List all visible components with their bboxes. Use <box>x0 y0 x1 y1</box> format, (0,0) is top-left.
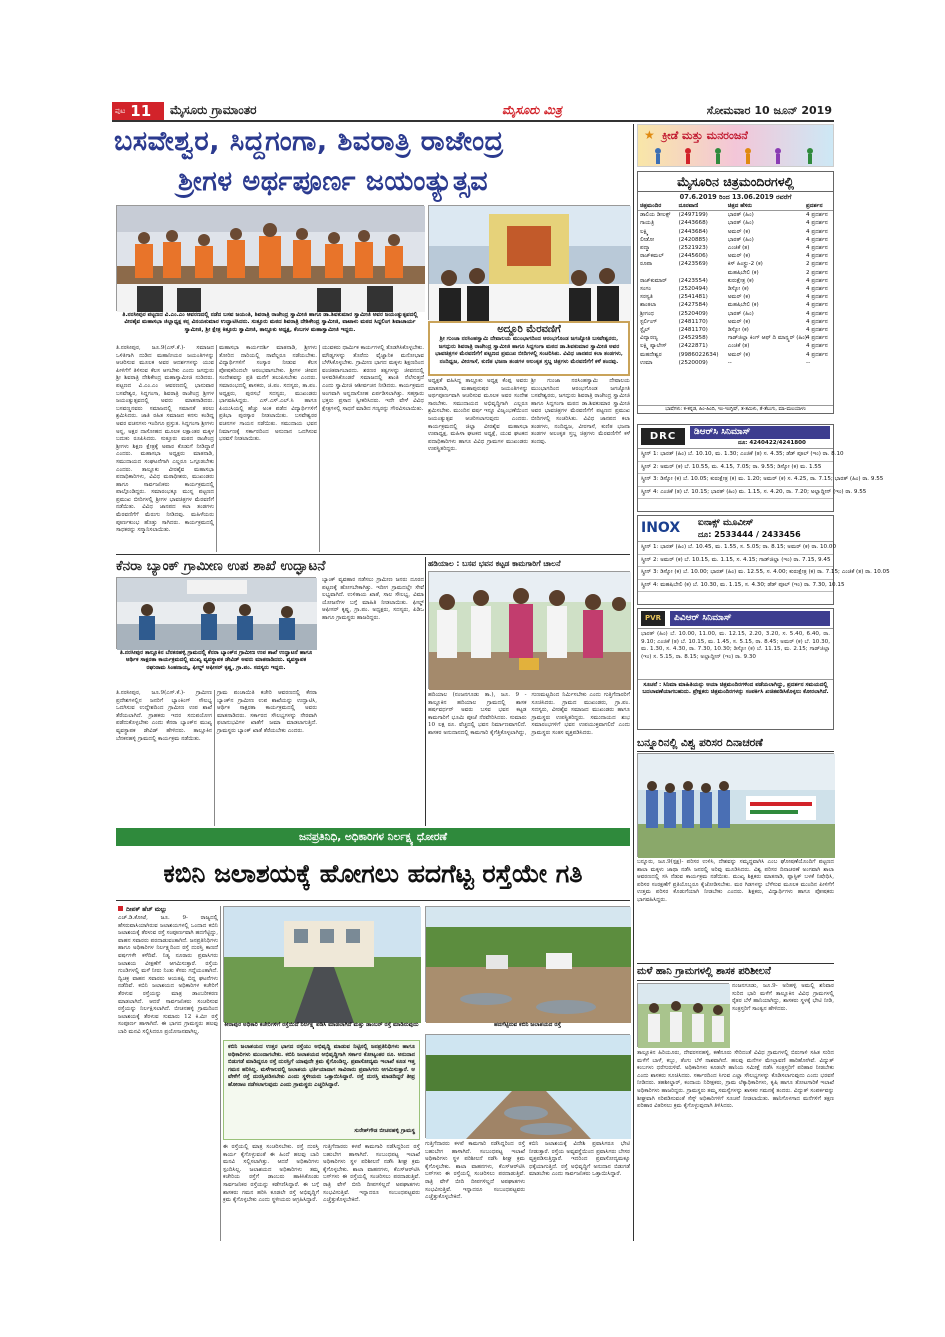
kabini-col-5: ಕಬಿನಿ ಜಲಾಶಯಕ್ಕೆ ವಿದೇಶಿ ಪ್ರವಾಸಿಗರೂ ಭೇಟಿ ನೀಡುತ್ತಾರೆ. ರಸ್ತೆಯ ಅವ್ಯವಸ್ಥೆಯಿಂದ ಪ್ರವಾಸಿಗರು ಬೇಸರ ವ್ಯಕ್ತಪಡಿಸುತ್ತಿದ್ದಾರೆ. ಇದರಿಂದ ಪ್ರವಾಸೋದ್ಯಮಕ್ಕೂ ಧಕ್ಕೆಯಾಗುತ್ತಿದೆ. ರಸ್ತೆ ಅಭಿವೃದ್ಧಿಗೆ ಅನುದಾನ ಬಿಡುಗಡೆ ಮಾಡಬೇಕು ಎಂದು ಸಾರ್ವಜನಿಕರು ಒತ್ತಾಯಿಸಿದ್ದಾರೆ. <box>529 1141 630 1178</box>
hall-text: ಹದಿಯಾಲ (ನಂಜನಗೂಡು ತಾ.), ಜೂ. 9 - ತಾಲ್ಲೂಕಿನ ಹದಿಯಾಲ ಗ್ರಾಮದಲ್ಲಿ ಶಾಸಕ ಹರ್ಷವರ್ಧನ್ ಅವರು ಬಸವ ಭವನ ಕಟ್ಟಡ ಕಾಮಗಾರಿಗೆ ಭೂಮಿ ಪೂಜೆ ನೆರವೇರಿಸಿದರು. ಸುಮಾರು 10 ಲಕ್ಷ ರೂ. ವೆಚ್ಚದಲ್ಲಿ ಭವನ ನಿರ್ಮಾಣವಾಗಲಿದೆ. ಶಾಸಕರ ಅನುದಾನದಲ್ಲಿ ಕಾಮಗಾರಿ ಕೈಗೆತ್ತಿಕೊಳ್ಳಲಾಗಿದ್ದು, ಗುಣಮಟ್ಟದಿಂದ ನಿರ್ಮಿಸಬೇಕು ಎಂದು ಗುತ್ತಿಗೆದಾರರಿಗೆ ಸೂಚಿಸಿದರು. ಗ್ರಾಮದ ಮುಖಂಡರು, ಗ್ರಾ.ಪಂ. ಸದಸ್ಯರು, ವೀರಶೈವ ಸಮಾಜದ ಮುಖಂಡರು ಹಾಗೂ ಗ್ರಾಮಸ್ಥರು ಉಪಸ್ಥಿತರಿದ್ದರು. ಸಮುದಾಯದ ಶುಭ ಸಮಾರಂಭಗಳಿಗೆ ಭವನ ಉಪಯುಕ್ತವಾಗಲಿದೆ ಎಂದು ಗ್ರಾಮಸ್ಥರು ಸಂತಸ ವ್ಯಕ್ತಪಡಿಸಿದರು. <box>428 692 630 736</box>
cinema-listing-title: ಮೈಸೂರಿನ ಚಿತ್ರಮಂದಿರಗಳಲ್ಲಿ <box>638 172 833 192</box>
cinema-row <box>638 211 833 220</box>
inox-screen-row: ಸ್ಕ್ರೀನ್ 1: ಭಾರತ್ (ಹಿಂ) ಬೆ. 10.45, ಮ. 1.55, ಸ. 5.05; ರಾ. 8.15; ಅಮರ್ (ಕ) ರಾ. 10.00 <box>638 542 833 555</box>
environment-text: ಬನ್ನೂರು, ಜೂ.9(ಸ್ಪಕ್ಷ)- ಪರಿಸರ ಉಳಿಸಿ, ದೇಶವನ್ನು ಸಮೃದ್ಧವಾಗಿಸಿ ಎಂಬ ಘೋಷಣೆಯೊಂದಿಗೆ ಪಟ್ಟಣದ ಶಾಲಾ ಮಕ್ಕಳು ಜಾಥಾ ನಡೆಸಿ ಜನರಲ್ಲಿ ಅರಿವು ಮೂಡಿಸಿದರು. ವಿಶ್ವ ಪರಿಸರ ದಿನಾಚರಣೆ ಅಂಗವಾಗಿ ಶಾಲಾ ಆವರಣದಲ್ಲಿ ಸಸಿ ನೆಡುವ ಕಾರ್ಯಕ್ರಮ ನಡೆಯಿತು. ಮುಖ್ಯ ಶಿಕ್ಷಕರು ಮಾತನಾಡಿ, ಪ್ಲಾಸ್ಟಿಕ್ ಬಳಕೆ ನಿಷೇಧಿಸಿ, ಪರಿಸರ ಸಂರಕ್ಷಣೆಗೆ ಪ್ರತಿಯೊಬ್ಬರೂ ಕೈಜೋಡಿಸಬೇಕು. ಮರ ಗಿಡಗಳನ್ನು ಬೆಳೆಸುವ ಮೂಲಕ ಮುಂದಿನ ಪೀಳಿಗೆಗೆ ಉತ್ತಮ ಪರಿಸರ ಕೊಡುಗೆಯಾಗಿ ನೀಡಬೇಕು ಎಂದರು. ಶಿಕ್ಷಕರು, ವಿದ್ಯಾರ್ಥಿಗಳು ಹಾಗೂ ಪೋಷಕರು ಭಾಗವಹಿಸಿದ್ದರು. <box>637 859 834 903</box>
cinema-name: ಲೀಡೋ <box>640 236 655 243</box>
pvr-schedule: ಭಾರತ್ (ಹಿಂ) ಬೆ. 10.00, 11.00, ಮ. 12.15, 2.20, 3.20, ಸ. 5.40, 6.40, ರಾ. 9.10; ಎಂಜಿಕೆ (ತ) ಬೆ. 10.15, ಮ. 1.45, ಸ. 5.15, ರಾ. 8.45; ಅಮರ್ (ಕ) ಬೆ. 10.30, ಮ. 1.30, ಸ. 4.30, ರಾ. 7.30, 10.30; ಡಿಸ್ಕೋ (ಕ) ಬೆ. 11.15, ಮ. 2.15; ಗಾಡ್‌ಜಿಲ್ಲಾ (ಇಂ) ಸ. 5.15, ರಾ. 8.15; ಅಲ್ಲಾದ್ದೀನ್ (ಇಂ) ರಾ. 9.30 <box>641 631 830 660</box>
cinema-film: ಕುರುಕ್ಷೇತ್ರ (ಕ) <box>727 277 754 284</box>
cinema-shows: 4 ಪ್ರದರ್ಶನ <box>806 212 828 219</box>
header-shows: ಪ್ರದರ್ಶನ <box>806 203 823 209</box>
cinema-phone: (2481170) <box>678 318 708 325</box>
cinema-row <box>638 310 833 318</box>
school-children-rally-photo <box>638 754 835 858</box>
kabini-headline: ಕಬಿನಿ ಜಲಾಶಯಕ್ಕೆ ಹೋಗಲು ಹದಗೆಟ್ಟ ರಸ್ತೆಯೇ ಗತಿ <box>163 859 583 888</box>
kabini-photo-caption-1: ಕೀರಾಪುರ ಅಧಿಕಾರಿ ಕಚೇರಿಗಳಿಗೆ ರಸ್ತೆಯಿದೆ ನಿರ್ಲಕ್ಷ್ಯ ಪಡಿಸಿ ಮಾಡಲಾಗಿದೆ ಮತ್ತು ಡಾಂಬರ್ ರಸ್ತೆ ಮಾಡಿರುವುದು <box>224 1022 419 1028</box>
cinema-phone: (2520009) <box>678 359 708 366</box>
mla-inspection-photo <box>638 984 730 1048</box>
cinema-film: ಭಾರತ್ (ಹಿಂ) <box>727 212 754 219</box>
bank-headline: ಕೆನರಾ ಬ್ಯಾಂಕ್ ಗ್ರಾಮೀಣ ಉಪ ಶಾಖೆ ಉದ್ಘಾಟನೆ <box>116 558 326 574</box>
inox-screen-row: ಸ್ಕ್ರೀನ್ 4: ಮಹಷಿಬೇಲಿ (ಕ) ಬೆ. 10.30, ಮ. 1.15, ಸ. 4.30; ಡೆಡ್ ಪೂಲ್ (ಇಂ) ರಾ. 7.30, 10.15 <box>638 580 833 593</box>
cinema-name: ಸಂಗಂ <box>640 286 651 293</box>
cinema-shows: 4 ಪ್ರದರ್ಶನ <box>806 327 828 334</box>
cinema-row <box>638 252 833 260</box>
drc-screen-row: ಸ್ಕ್ರೀನ್ 3: ಡಿಸ್ಕೋ (ಕ) ಬೆ. 10.05; ಕುರುಕ್ಷೇತ್ರ (ಕ) ಮ. 1.20; ಅಮರ್ (ಕ) ಸ. 4.25, ರಾ. 7.15; ಭಾರತ್ (ಹಿಂ) ರಾ. 9.55 <box>638 474 833 487</box>
drc-title: ಡಿಆರ್‌ಸಿ ಸಿನಿಮಾಸ್ <box>690 426 830 439</box>
drc-screen-row: ಸ್ಕ್ರೀನ್ 1: ಭಾರತ್ (ಹಿಂ) ಬೆ. 10.10, ಮ. 1.30; ಎಂಜಿಕೆ (ತ) ಸ. 4.35; ಡೆಡ್ ಪೂಲ್ (ಇಂ) ರಾ. 8.10 <box>638 449 833 462</box>
rain-text-bottom: ತಾಲ್ಲೂಕಿನ ಹಿರಿಯೂರು, ದೇವರಸನಹಳ್ಳಿ, ಕಣೆನೂರು ಸೇರಿದಂತೆ ವಿವಿಧ ಗ್ರಾಮಗಳಲ್ಲಿ ಬಿರುಗಾಳಿ ಸಹಿತ ಸುರಿದ ಮಳೆಗೆ ಬಾಳೆ, ಕಬ್ಬು, ತೆಂಗು ಬೆಳೆ ನಾಶವಾಗಿದೆ. ಹಲವು ಮನೆಗಳ ಮೇಲ್ಛಾವಣಿ ಹಾರಿಹೋಗಿವೆ. ವಿದ್ಯುತ್ ಕಂಬಗಳು ಧರೆಗುರುಳಿವೆ. ಅಧಿಕಾರಿಗಳು ಕೂಡಲೇ ಹಾನಿಯ ಸಮೀಕ್ಷೆ ನಡೆಸಿ ಸಂತ್ರಸ್ತರಿಗೆ ಪರಿಹಾರ ನೀಡಬೇಕು ಎಂದು ಶಾಸಕರು ಸೂಚಿಸಿದರು. ಸರ್ಕಾರದಿಂದ ಸಿಗುವ ಎಲ್ಲಾ ಸೌಲಭ್ಯಗಳನ್ನು ಕೊಡಿಸಲಾಗುವುದು ಎಂದು ಭರವಸೆ ನೀಡಿದರು. ತಹಶೀಲ್ದಾರ್, ಕಂದಾಯ ನಿರೀಕ್ಷಕರು, ಗ್ರಾಮ ಲೆಕ್ಕಾಧಿಕಾರಿಗಳು, ಕೃಷಿ ಹಾಗೂ ತೋಟಗಾರಿಕೆ ಇಲಾಖೆ ಅಧಿಕಾರಿಗಳು ಹಾಜರಿದ್ದರು. ಗ್ರಾಮಸ್ಥರು ತಮ್ಮ ಸಮಸ್ಯೆಗಳನ್ನು ಶಾಸಕರ ಗಮನಕ್ಕೆ ತಂದರು. ವಿದ್ಯುತ್ ಸಂಪರ್ಕವನ್ನು ಶೀಘ್ರವಾಗಿ ಸರಿಪಡಿಸುವಂತೆ ಸೆಸ್ಕ್ ಅಧಿಕಾರಿಗಳಿಗೆ ಸೂಚನೆ ನೀಡಲಾಯಿತು. ಹಾನಿಗೊಳಗಾದ ಮನೆಗಳಿಗೆ ತಕ್ಷಣ ಪರಿಹಾರ ವಿತರಿಸಲು ಕ್ರಮ ಕೈಗೊಳ್ಳುವುದಾಗಿ ತಿಳಿಸಿದರು. <box>637 1050 834 1110</box>
cinema-phone: (2427584) <box>678 302 708 309</box>
environment-headline: ಬನ್ನೂರಿನಲ್ಲಿ ವಿಶ್ವ ಪರಿಸರ ದಿನಾಚರಣೆ <box>637 735 834 752</box>
cinema-name: ರೂಪಾ <box>640 261 653 268</box>
drc-phone: ದೂ: 4240422/4241800 <box>738 440 806 446</box>
cinema-phone: (2521923) <box>678 245 708 252</box>
cinema-shows: 4 ಪ್ರದರ್ಶನ <box>806 277 828 284</box>
cinema-shows: 4 ಪ್ರದರ್ಶನ <box>806 294 828 301</box>
lead-photo-procession <box>428 205 630 320</box>
cinema-film: ಭಾರತ್ (ಹಿಂ) <box>727 220 754 227</box>
environment-photo <box>637 753 834 857</box>
cinema-shows: 4 ಪ್ರದರ್ಶನ <box>806 335 828 342</box>
cinema-name: ಸರಸ್ವತಿ <box>640 294 653 301</box>
cinema-name: ಲಕ್ಷ್ಮಿ ಪ್ಯಾಲೇಸ್ <box>640 343 667 350</box>
cinema-phone: (2520409) <box>678 310 708 317</box>
pothole-road-photo <box>426 1035 631 1139</box>
byline-name: ದೀಪಕ್ ಹೆಚ್ ಮಲ್ಲು <box>126 906 167 913</box>
cinema-row <box>638 228 833 236</box>
drc-block <box>637 424 884 512</box>
cinema-row <box>638 293 833 301</box>
inox-header <box>638 516 833 542</box>
cinema-film: ಅಮರ್ (ಕ) <box>727 228 751 235</box>
main-column-rule <box>633 124 634 1241</box>
rain-text-top: ನಂಜನಗೂಡು, ಜೂ.9- ಅರಿಹಳ್ಳಿ ಅಮಲ್ಲಿ ಶನಿವಾರ ಸುರಿದ ಭಾರಿ ಮಳೆಗೆ ತಾಲ್ಲೂಕಿನ ವಿವಿಧ ಗ್ರಾಮಗಳಲ್ಲಿ ರೈತರ ಬೆಳೆ ಹಾನಿಯಾಗಿದ್ದು, ಶಾಸಕರು ಸ್ಥಳಕ್ಕೆ ಭೇಟಿ ನೀಡಿ, ಸಂತ್ರಸ್ತರಿಗೆ ಸಾಂತ್ವನ ಹೇಳಿದರು. <box>732 983 834 1012</box>
lead-headline-1: ಬಸವೇಶ್ವರ, ಸಿದ್ದಗಂಗಾ, ಶಿವರಾತ್ರಿ ರಾಜೇಂದ್ರ <box>114 126 504 157</box>
entertainment-title: ಕ್ರೀಡೆ ಮತ್ತು ಮನರಂಜನೆ <box>662 129 748 142</box>
cinema-row <box>638 318 833 326</box>
rain-photo <box>637 983 729 1047</box>
cinema-film: ಅಮರ್ (ಕ) <box>727 351 751 358</box>
bank-col-1: ತಿ.ನರಸೀಪುರ, ಜೂ.9(ಎಸ್.ಕೆ.)- ಗ್ರಾಮೀಣ ಪ್ರದೇಶಗಳಲ್ಲಿನ ಜನರಿಗೆ ಬ್ಯಾಂಕಿಂಗ್ ಸೌಲಭ್ಯ ಒದಗಿಸುವ ಉದ್ದೇಶದಿಂದ ಗ್ರಾಮೀಣ ಉಪ ಶಾಖೆ ತೆರೆಯಲಾಗಿದೆ. ಗ್ರಾಹಕರು ಇದರ ಸದುಪಯೋಗ ಪಡೆದುಕೊಳ್ಳಬೇಕು ಎಂದು ಕೆನರಾ ಬ್ಯಾಂಕ್‌ನ ಮುಖ್ಯ ವ್ಯವಸ್ಥಾಪಕ ಡೇವಿಡ್ ಹೇಳಿದರು. ತಾಲ್ಲೂಕಿನ ಬೆನಕನಹಳ್ಳಿ ಗ್ರಾಮದಲ್ಲಿ ಕಾರ್ಯಕ್ರಮ ನಡೆಯಿತು. <box>116 690 212 742</box>
cinema-shows: 2 ಪ್ರದರ್ಶನ <box>806 261 828 268</box>
cinema-name: ಪದ್ಮಾ <box>640 245 650 252</box>
cinema-film: ಗಾಡ್‌ಜಿಲ್ಲಾ ಕಿಂಗ್ ಆಫ್ ದಿ ಮಾನ್ಸ್ಟರ್ (ಹಿಂ) <box>727 335 807 342</box>
hall-photo <box>428 571 630 689</box>
cinema-row <box>638 277 833 285</box>
cinema-name: ರಾಜ್‌ಕಮಲ್ <box>640 253 664 260</box>
section-rule <box>116 554 630 555</box>
cinema-phone: (2445606) <box>678 253 708 260</box>
cinema-row <box>638 244 833 252</box>
cinema-phone: (2423554) <box>678 277 708 284</box>
cinema-phone: (2420885) <box>678 236 708 243</box>
lead-col-4a: ಅಧ್ಯಕ್ಷತೆ ವಹಿಸಿದ್ದ ತಾಲ್ಲೂಕು ಅಧ್ಯಕ್ಷ ಕೆಂಪ್ಪ ಅವರು ಮಾತನಾಡಿ, ಮಹಾಪುರುಷರ ಜಯಂತಿಗಳನ್ನು ಅರ್ಥಪೂರ್ಣವಾಗಿ ಆಚರಿಸುವ ಮೂಲಕ ಅವರ ಸಂದೇಶ ಸಾರಬೇಕು. ಸಮುದಾಯದ ಅಭಿವೃದ್ಧಿಗಾಗಿ ಎಲ್ಲರೂ ಶ್ರಮಿಸಬೇಕು. ಮುಂದಿನ ವರ್ಷ ಇನ್ನೂ ವಿಜೃಂಭಣೆಯಿಂದ ಜಯಂತ್ಯುತ್ಸವ ಆಚರಿಸಲಾಗುವುದು ಎಂದರು. ಕಾರ್ಯಕ್ರಮದಲ್ಲಿ ಜಿಲ್ಲಾ ವೀರಶೈವ ಮಹಾಸಭಾ ಉಪಾಧ್ಯಕ್ಷ, ಮಹಿಳಾ ಘಟಕದ ಅಧ್ಯಕ್ಷೆ, ಯುವ ಘಟಕದ ಪದಾಧಿಕಾರಿಗಳು ಹಾಗೂ ವಿವಿಧ ಗ್ರಾಮಗಳ ಮುಖಂಡರು ಉಪಸ್ಥಿತರಿದ್ದರು. <box>428 378 528 453</box>
cinema-film: ಭಾರತ್ (ಹಿಂ) <box>727 310 754 317</box>
lead-col-3: ಯುವಕರು ಧಾರ್ಮಿಕ ಕಾರ್ಯಗಳಲ್ಲಿ ತೊಡಗಿಸಿಕೊಳ್ಳಬೇಕು. ಮೌಢ್ಯಗಳನ್ನು ತೊರೆದು ವೈಜ್ಞಾನಿಕ ಮನೋಭಾವ ಬೆಳೆಸಿಕೊಳ್ಳಬೇಕು. ಗ್ರಾಮೀಣ ಭಾಗದ ಮಕ್ಕಳು ಶಿಕ್ಷಣದಿಂದ ವಂಚಿತರಾಗಬಾರದು. ಶರಣರ ತತ್ವಗಳನ್ನು ಜೀವನದಲ್ಲಿ ಅಳವಡಿಸಿಕೊಂಡರೆ ಸಮಾಜದಲ್ಲಿ ಶಾಂತಿ ನೆಲೆಸುತ್ತದೆ ಎಂದು ಸ್ವಾಮೀಜಿ ಆಶೀರ್ವಚನ ನೀಡಿದರು. ಕಾರ್ಯಕ್ರಮದ ಅಂಗವಾಗಿ ಅನ್ನದಾಸೋಹ ಏರ್ಪಡಿಸಲಾಗಿತ್ತು. ಸಹಸ್ರಾರು ಭಕ್ತರು ಪ್ರಸಾದ ಸ್ವೀಕರಿಸಿದರು. ಇದೇ ವೇಳೆ ವಿವಿಧ ಕ್ಷೇತ್ರಗಳಲ್ಲಿ ಸಾಧನೆ ಮಾಡಿದ ಗಣ್ಯರನ್ನು ಗೌರವಿಸಲಾಯಿತು. <box>322 345 424 412</box>
kabini-quote-author: ಸುರೇಶ್‌ಗೌಡ ಬೀಚನಹಳ್ಳಿ ಗ್ರಾಮಸ್ಥ <box>354 1128 415 1134</box>
cinema-table-header <box>638 202 833 211</box>
header-cinema: ಚಿತ್ರಮಂದಿರ <box>640 203 662 209</box>
page-number-box <box>112 102 164 120</box>
cinema-film: ಡಿಸ್ಕೋ (ಕ) <box>727 327 749 334</box>
kabini-banner-text: ಜನಪ್ರತಿನಿಧಿ, ಅಧಿಕಾರಿಗಳ ನಿರ್ಲಕ್ಷ್ಯ ಧೋರಣೆ <box>298 831 448 843</box>
procession-photo <box>429 206 631 321</box>
kabini-col-1: ಎಚ್.ಡಿ.ಕೋಟೆ, ಜೂ. 9- ರಾಜ್ಯದಲ್ಲಿ ಹೆಸರುವಾಸಿಯಾಗಿರುವ ಜಲಾಶಯಗಳಲ್ಲಿ ಒಂದಾದ ಕಬಿನಿ ಜಲಾಶಯಕ್ಕೆ ತೆರಳುವ ರಸ್ತೆ ಸಂಪೂರ್ಣವಾಗಿ ಹದಗೆಟ್ಟಿದ್ದು, ವಾಹನ ಸವಾರರು ಪರದಾಡುವಂತಾಗಿದೆ. ಜನಪ್ರತಿನಿಧಿಗಳು ಹಾಗೂ ಅಧಿಕಾರಿಗಳ ನಿರ್ಲಕ್ಷ್ಯದಿಂದ ರಸ್ತೆ ದುರಸ್ತಿ ಕಾಣದೆ ವರ್ಷಗಳೇ ಕಳೆದಿವೆ. ನಿತ್ಯ ನೂರಾರು ಪ್ರವಾಸಿಗರು ಜಲಾಶಯ ವೀಕ್ಷಣೆಗೆ ಆಗಮಿಸುತ್ತಾರೆ. ರಸ್ತೆಯ ಗುಂಡಿಗಳಲ್ಲಿ ಮಳೆ ನೀರು ನಿಂತು ಕೆಸರು ಗದ್ದೆಯಂತಾಗಿದೆ. ದ್ವಿಚಕ್ರ ವಾಹನ ಸವಾರರು ಆಯತಪ್ಪಿ ಬಿದ್ದ ಘಟನೆಗಳು ನಡೆದಿವೆ. ಕಬಿನಿ ಜಲಾಶಯದ ಅಧಿಕಾರಿಗಳ ಕಚೇರಿಗೆ ತೆರಳುವ ರಸ್ತೆಯನ್ನು ಮಾತ್ರ ಡಾಂಬರೀಕರಣ ಮಾಡಲಾಗಿದೆ. ಆದರೆ ಸಾರ್ವಜನಿಕರು ಸಂಚರಿಸುವ ರಸ್ತೆಯನ್ನು ನಿರ್ಲಕ್ಷಿಸಲಾಗಿದೆ. ಬೀಚನಹಳ್ಳಿ ಗ್ರಾಮದಿಂದ ಜಲಾಶಯಕ್ಕೆ ತೆರಳುವ ಸುಮಾರು 12 ಕಿ.ಮೀ ರಸ್ತೆ ಸಂಪೂರ್ಣ ಹಾಳಾಗಿದೆ. ಈ ಭಾಗದ ಗ್ರಾಮಸ್ಥರು ಹಲವು ಬಾರಿ ಮನವಿ ಸಲ್ಲಿಸಿದರೂ ಪ್ರಯೋಜನವಾಗಿಲ್ಲ. <box>118 915 218 1035</box>
cinema-shows: 4 ಪ್ರದರ್ಶನ <box>806 220 828 227</box>
cinema-name: ವಿದ್ಯಾರಣ್ಯ <box>640 335 658 342</box>
bank-photo <box>116 577 316 649</box>
cinema-shows: -- <box>806 359 811 366</box>
drc-screen-row: ಸ್ಕ್ರೀನ್ 2: ಅಮರ್ (ಕ) ಬೆ. 10.55, ಮ. 4.15, 7.05; ರಾ. 9.55; ಡಿಸ್ಕೋ (ಕ) ಮ. 1.55 <box>638 462 833 475</box>
inox-phone: ದೂ: 2533444 / 2433456 <box>698 530 801 539</box>
pvr-block <box>637 608 834 730</box>
cinema-name: ಗಾಯತ್ರಿ <box>640 220 655 227</box>
ground-breaking-photo <box>429 572 631 690</box>
cinema-listing <box>637 171 834 414</box>
lead-photo-caption: ತಿ.ನರಸೀಪುರ ಪಟ್ಟಣದ ವಿ.ಎಂ.ಎಂ ಆವರಣದಲ್ಲಿ ನಡೆದ ಬಸವ ಜಯಂತಿ, ಶಿವರಾತ್ರಿ ರಾಜೇಂದ್ರ ಸ್ವಾಮೀಜಿ ಹಾಗೂ ಡಾ.ಶಿವಕುಮಾರ ಸ್ವಾಮೀಜಿ ಅವರ ಜಯಂತ್ಯುತ್ಸವದಲ್ಲಿ ವೀರಶೈವ ಮಹಾಸಭಾ ಜಿಲ್ಲಾಧ್ಯಕ್ಷ ಕನ್ನ ವಿನಯಕುಮಾರ ಉದ್ಘಾಟಿಸಿದರು. ಸುತ್ತೂರು ಮಠದ ಶಿವರಾತ್ರಿ ದೇಶಿಕೇಂದ್ರ ಸ್ವಾಮೀಜಿ, ವಾಟಾಳು ಮಠದ ಸಿದ್ದಲಿಂಗ ಶಿವಾಚಾರ್ಯ ಸ್ವಾಮೀಜಿ, ಶ್ರೀ ಕ್ಷೇತ್ರ ಕಿತ್ತೂರು ಸ್ವಾಮೀಜಿ, ತಾಲ್ಲೂಕು ಅಧ್ಯಕ್ಷ, ಕೆಂಬಗಳ ಮಹಾಸ್ವಾಮೀಜಿ ಇದ್ದರು. <box>122 312 418 333</box>
cinema-film: ಡಿಸ್ಕೋ (ಕ) <box>727 286 749 293</box>
inox-block <box>637 515 890 605</box>
rain-headline: ಮಳೆ ಹಾನಿ ಗ್ರಾಮಗಳಲ್ಲಿ ಶಾಸಕ ಪರಿಶೀಲನೆ <box>637 963 834 981</box>
kabini-col-3: ಈ ರಸ್ತೆಯಲ್ಲಿ ಮಾತ್ರ ಸಂಚರಿಸಬೇಕು. ರಸ್ತೆ ದುರಸ್ತಿ ಕಾರ್ಯ ಕೈಗೊಳ್ಳುವಂತೆ ಈ ಹಿಂದೆ ಹಲವು ಬಾರಿ ಮನವಿ ಸಲ್ಲಿಸಲಾಗಿತ್ತು. ಆದರೆ ಅಧಿಕಾರಿಗಳು ಸ್ಪಂದಿಸಿಲ್ಲ. ಜಲಾಶಯದ ಅಧಿಕಾರಿಗಳು ತಮ್ಮ ಕಚೇರಿಯ ರಸ್ತೆಗೆ ಡಾಂಬರು ಹಾಕಿಸಿಕೊಂಡು ಸಾರ್ವಜನಿಕರ ರಸ್ತೆಯನ್ನು ಕಡೆಗಣಿಸಿದ್ದಾರೆ. ಈ ಬಗ್ಗೆ ಶಾಸಕರು ಗಮನ ಹರಿಸಿ ಕೂಡಲೇ ರಸ್ತೆ ಅಭಿವೃದ್ಧಿಗೆ ಕ್ರಮ ಕೈಗೊಳ್ಳಬೇಕು ಎಂದು ಸ್ಥಳೀಯರು ಆಗ್ರಹಿಸಿದ್ದಾರೆ. <box>223 1144 319 1204</box>
cinema-phone: (9986022634) <box>678 351 719 358</box>
sports-figures-icon <box>638 145 835 167</box>
kabini-photo-pothole <box>425 1034 630 1138</box>
entertainment-banner <box>637 124 834 167</box>
kabini-col-2 <box>223 1040 420 1140</box>
seer-function-photo <box>117 206 425 312</box>
cinema-row <box>638 326 833 334</box>
header-film: ಚಿತ್ರದ ಹೆಸರು <box>727 203 753 209</box>
cinema-phone: (2452958) <box>678 335 708 342</box>
cinema-name: ಮಹದೇಶ್ವರ <box>640 351 662 358</box>
cinema-row <box>638 260 833 268</box>
column-rule <box>216 345 217 552</box>
cinema-phone: (2481170) <box>678 327 708 334</box>
cinema-name: ಲಕ್ಷ್ಮಿ <box>640 228 649 235</box>
bullet-icon <box>118 906 123 911</box>
cinema-film: ಎಂಜಿಕೆ (ತ) <box>727 245 750 252</box>
inox-screen-row: ಸ್ಕ್ರೀನ್ 2: ಅಮರ್ (ಕ) ಬೆ. 10.15, ಮ. 1.15, ಸ. 4.15; ಗಾಡ್‌ಜಿಲ್ಲಾ (ಇಂ) ರಾ. 7.15, 9.45 <box>638 555 833 568</box>
cinema-row <box>638 285 833 293</box>
cinema-row <box>638 219 833 227</box>
cinema-shows: 4 ಪ್ರದರ್ಶನ <box>806 228 828 235</box>
cinema-name: ಶ್ರೀಗಂಧ <box>640 310 655 317</box>
cinema-name: ಶಾಂತಲಾ <box>640 302 657 309</box>
cinema-row <box>638 351 833 359</box>
office-road-photo <box>224 907 421 1023</box>
inox-screen-row: ಸ್ಕ್ರೀನ್ 3: ಡಿಸ್ಕೋ (ಕ) ಬೆ. 10.00; ಭಾರತ್ (ಹಿಂ) ಮ. 12.55, ಸ. 4.00; ಕುರುಕ್ಷೇತ್ರ (ಕ) ರಾ. 7.15; ಎಂಜಿಕೆ (ತ) ರಾ. 10.05 <box>638 567 833 580</box>
cinema-film: ಅಮರ್ (ಕ) <box>727 253 751 260</box>
pvr-note: ಸೂಚನೆ : ಸಿನಿಮಾ ಮಾಹಿತಿಯನ್ನು ಆಯಾ ಚಿತ್ರಮಂದಿರಗಳಿಂದ ಪಡೆಯಲಾಗಿದ್ದು, ಪ್ರದರ್ಶನ ಸಮಯದಲ್ಲಿ ಬದಲಾವಣೆಯಾಗಬಹುದು. ಪ್ರೇಕ್ಷಕರು ಚಿತ್ರಮಂದಿರಗಳನ್ನು ಸಂಪರ್ಕಿಸಿ ಖಚಿತಪಡಿಸಿಕೊಳ್ಳಲು ಕೋರಲಾಗಿದೆ. <box>638 679 833 699</box>
kabini-col-3b: ಗುತ್ತಿಗೆದಾರರು ಕಳಪೆ ಕಾಮಗಾರಿ ನಡೆಸಿದ್ದರಿಂದ ರಸ್ತೆ ಬಹುಬೇಗ ಹಾಳಾಗಿದೆ. ಸಂಬಂಧಪಟ್ಟ ಇಲಾಖೆ ಅಧಿಕಾರಿಗಳು ಸ್ಥಳ ಪರಿಶೀಲನೆ ನಡೆಸಿ ಶೀಘ್ರ ಕ್ರಮ ಕೈಗೊಳ್ಳಬೇಕು. ಶಾಲಾ ವಾಹನಗಳು, ಕೆಎಸ್‌ಆರ್‌ಟಿಸಿ ಬಸ್‌ಗಳು ಈ ರಸ್ತೆಯಲ್ಲಿ ಸಂಚರಿಸಲು ಪರದಾಡುತ್ತಿವೆ. ರಾತ್ರಿ ವೇಳೆ ಬೀದಿ ದೀಪಗಳಿಲ್ಲದೆ ಅಪಘಾತಗಳು ಸಂಭವಿಸುತ್ತಿವೆ. ಇನ್ನಾದರೂ ಸಂಬಂಧಪಟ್ಟವರು ಎಚ್ಚೆತ್ತುಕೊಳ್ಳಬೇಕಿದೆ. <box>323 1144 420 1204</box>
page-number: 11 <box>130 102 152 120</box>
kabini-photo-damaged-road <box>425 906 630 1022</box>
cinema-phone: (2520494) <box>678 286 708 293</box>
kabini-photo-caption-2: ಹದಗೆಟ್ಟಿರುವ ಕಬಿನಿ ಜಲಾಶಯದ ರಸ್ತೆ <box>493 1022 561 1028</box>
bank-photo-caption: ತಿ.ನರಸೀಪುರ ತಾಲ್ಲೂಕಿನ ಬೆನಕನಹಳ್ಳಿ ಗ್ರಾಮದಲ್ಲಿ ಕೆನರಾ ಬ್ಯಾಂಕ್‌ನ ಗ್ರಾಮೀಣ ಉಪ ಶಾಖೆ ಉದ್ಘಾಟನೆ ಹಾಗೂ ಆರ್ಥಿಕ ಸಾಕ್ಷರತಾ ಕಾರ್ಯಕ್ರಮದಲ್ಲಿ ಮುಖ್ಯ ವ್ಯವಸ್ಥಾಪಕ ಡೇವಿಡ್ ಅವರು ಮಾತನಾಡಿದರು. ವ್ಯವಸ್ಥಾಪಕ ರಘುರಾಮ ಸಿಂಹನಾಯ್ಕ, ಫೀಲ್ಡ್ ಆಫೀಸರ್ ಕೃಷ್ಣ, ಗ್ರಾ.ಪಂ. ಸದಸ್ಯರು ಇದ್ದರು. <box>119 650 313 671</box>
column-rule <box>425 557 426 826</box>
star-icon: ★ <box>644 128 655 142</box>
cinema-shows: 4 ಪ್ರದರ್ಶನ <box>806 253 828 260</box>
cinema-table <box>638 202 833 367</box>
cinema-name: ಡಾಲಿಯ ಡೀಲಕ್ಸ್ <box>640 212 671 219</box>
cinema-film: ಭಾರತ್ (ಹಿಂ) <box>727 236 754 243</box>
cinema-phone <box>677 269 726 277</box>
cinema-shows: 4 ಪ್ರದರ್ಶನ <box>806 318 828 325</box>
inox-logo: INOX <box>641 520 681 536</box>
procession-box <box>428 321 630 376</box>
cinema-row <box>638 334 833 342</box>
cinema-film: ಮಹಷಿಬೇಲಿ (ಕ) <box>727 269 759 276</box>
inox-title: ಐನಾಕ್ಸ್ ಮೂವೀಸ್ <box>698 518 754 528</box>
pvr-header <box>638 609 833 629</box>
cinema-phone: (2443668) <box>678 220 708 227</box>
bank-col-2: ಗ್ರಾಮ ಪಂಚಾಯಿತಿ ಕಚೇರಿ ಆವರಣದಲ್ಲಿ ಕೆನರಾ ಬ್ಯಾಂಕ್‌ನ ಗ್ರಾಮೀಣ ಉಪ ಶಾಖೆಯನ್ನು ಉದ್ಘಾಟಿಸಿ, ಆರ್ಥಿಕ ಸಾಕ್ಷರತಾ ಕಾರ್ಯಕ್ರಮದಲ್ಲಿ ಅವರು ಮಾತನಾಡಿದರು. ಸರ್ಕಾರದ ಸೌಲಭ್ಯಗಳನ್ನು ನೇರವಾಗಿ ಫಲಾನುಭವಿಗಳ ಖಾತೆಗೆ ಜಮಾ ಮಾಡಲಾಗುತ್ತಿದೆ. ಗ್ರಾಮಸ್ಥರು ಬ್ಯಾಂಕ್ ಖಾತೆ ತೆರೆಯಬೇಕು ಎಂದರು. <box>217 690 317 734</box>
lead-photo-seer-function <box>116 205 424 311</box>
drc-logo: DRC <box>641 428 685 445</box>
cinema-film: ಅಮರ್ (ಕ) <box>727 318 751 325</box>
cinema-phone: (2423569) <box>678 261 708 268</box>
kabini-quote-text: ಕಬಿನಿ ಜಲಾಶಯದ ಉತ್ತರ ಭಾಗದ ರಸ್ತೆಯು ಅಭಿವೃದ್ಧಿ ಮಾಡುವ ನಿಟ್ಟಿನಲ್ಲಿ ಜನಪ್ರತಿನಿಧಿಗಳು ಹಾಗೂ ಅಧಿಕಾರಿಗಳು ಮುಂದಾಗಬೇಕು. ಕಬಿನಿ ಜಲಾಶಯದ ಅಭಿವೃದ್ಧಿಗಾಗಿ ಸರ್ಕಾರ ಕೋಟ್ಯಂತರ ರೂ. ಅನುದಾನ ಬಿಡುಗಡೆ ಮಾಡಿದ್ದರೂ ರಸ್ತೆ ದುರಸ್ತಿಗೆ ಯಾವುದೇ ಕ್ರಮ ಕೈಗೊಂಡಿಲ್ಲ. ಪ್ರವಾಸೋದ್ಯಮ ಇಲಾಖೆ ಕೂಡ ಇತ್ತ ಗಮನ ಹರಿಸಿಲ್ಲ. ಮಳೆಗಾಲದಲ್ಲಿ ಜಲಾಶಯ ಭರ್ತಿಯಾದಾಗ ಸಾವಿರಾರು ಪ್ರವಾಸಿಗರು ಆಗಮಿಸುತ್ತಾರೆ. ಆ ವೇಳೆಗೆ ರಸ್ತೆ ದುರಸ್ತಿಪಡಿಸಬೇಕು ಎಂದು ಸ್ಥಳೀಯರು ಒತ್ತಾಯಿಸಿದ್ದಾರೆ. ರಸ್ತೆ ದುರಸ್ತಿ ಮಾಡದಿದ್ದರೆ ತೀವ್ರ ಹೋರಾಟ ನಡೆಸಲಾಗುವುದು ಎಂದು ಗ್ರಾಮಸ್ಥರು ಎಚ್ಚರಿಸಿದ್ದಾರೆ. <box>228 1044 415 1088</box>
cinema-film: ಅಮರ್ (ಕ) <box>727 294 751 301</box>
cinema-row <box>638 342 833 350</box>
cinema-shows: 4 ಪ್ರದರ್ಶನ <box>806 302 828 309</box>
kabini-photo-office-road <box>223 906 420 1022</box>
cinema-phone: (2497199) <box>678 212 708 219</box>
header-phone: ದೂರವಾಣಿ <box>678 203 699 209</box>
cinema-shows: 4 ಪ್ರದರ್ಶನ <box>806 245 828 252</box>
bank-inauguration-photo <box>117 578 317 650</box>
procession-title: ಅದ್ದೂರಿ ಮೆರವಣಿಗೆ <box>497 324 561 335</box>
cinema-shows: 4 ಪ್ರದರ್ಶನ <box>806 310 828 317</box>
cinema-phone: (2443684) <box>678 228 708 235</box>
cinema-name: ಸ್ಟೈಲ್ <box>640 327 650 334</box>
cinema-phone: (2422871) <box>678 343 708 350</box>
drc-screen-row: ಸ್ಕ್ರೀನ್ 4: ಎಂಜಿಕೆ (ತ) ಬೆ. 10.15; ಭಾರತ್ (ಹಿಂ) ಮ. 1.15, ಸ. 4.20, ರಾ. 7.20; ಅಲ್ಲಾದ್ದೀನ್ (ಇಂ) ರಾ. 9.55 <box>638 487 833 500</box>
lead-headline-2: ಶ್ರೀಗಳ ಅರ್ಥಪೂರ್ಣ ಜಯಂತ್ಯುತ್ಸವ <box>178 166 489 197</box>
cinema-shows: 4 ಪ್ರದರ್ಶನ <box>806 351 828 358</box>
cinema-name: ಸ್ಟರ್ಲಿಂಗ್ <box>640 318 658 325</box>
cinema-film: ಕಿಸ್ ಹಿಂಸ್ಟ್ರು-2 (ಕ) <box>727 261 763 268</box>
masthead <box>112 100 834 122</box>
section-rule <box>116 900 630 901</box>
cinema-row <box>638 236 833 244</box>
lead-col-4b: ಶ್ರೀ ಗುಂಜಾ ನರಸಿಂಹಸ್ವಾಮಿ ದೇವಾಲಯ ಮುಂಭಾಗದಿಂದ ಆರಂಭಗೊಂಡ ಜಗಜ್ಯೋತಿ ಬಸವೇಶ್ವರರು, ಜಗದ್ಗುರು ಶಿವರಾತ್ರಿ ರಾಜೇಂದ್ರ ಸ್ವಾಮೀಜಿ ಹಾಗೂ ಸಿದ್ದಗಂಗಾ ಮಠದ ಡಾ.ಶಿವಕುಮಾರ ಸ್ವಾಮೀಜಿ ಅವರ ಭಾವಚಿತ್ರಗಳ ಮೆರವಣಿಗೆಗೆ ಪಟ್ಟಣದ ಪ್ರಮುಖ ಬೀದಿಗಳಲ್ಲಿ ಸಂಚರಿಸಿತು. ವಿವಿಧ ಜಾನಪದ ಕಲಾ ತಂಡಗಳು, ನಂದಿಧ್ವಜ, ವೀರಗಾಸೆ, ಕುಣಿತ ಭಜನಾ ತಂಡಗಳ ಅಲಂಕೃತ ಸ್ತಬ್ದ ಚಿತ್ರಗಳು ಮೆರವಣಿಗೆಗೆ ಕಳೆ ತಂದವು. <box>531 378 630 445</box>
pvr-title: ಪಿವಿಆರ್ ಸಿನಿಮಾಸ್ <box>670 611 830 626</box>
cinema-film: ಎಂಜಿಕೆ (ತ) <box>727 343 750 350</box>
kabini-col-4: ಗುತ್ತಿಗೆದಾರರು ಕಳಪೆ ಕಾಮಗಾರಿ ನಡೆಸಿದ್ದರಿಂದ ರಸ್ತೆ ಬಹುಬೇಗ ಹಾಳಾಗಿದೆ. ಸಂಬಂಧಪಟ್ಟ ಇಲಾಖೆ ಅಧಿಕಾರಿಗಳು ಸ್ಥಳ ಪರಿಶೀಲನೆ ನಡೆಸಿ ಶೀಘ್ರ ಕ್ರಮ ಕೈಗೊಳ್ಳಬೇಕು. ಶಾಲಾ ವಾಹನಗಳು, ಕೆಎಸ್‌ಆರ್‌ಟಿಸಿ ಬಸ್‌ಗಳು ಈ ರಸ್ತೆಯಲ್ಲಿ ಸಂಚರಿಸಲು ಪರದಾಡುತ್ತಿವೆ. ರಾತ್ರಿ ವೇಳೆ ಬೀದಿ ದೀಪಗಳಿಲ್ಲದೆ ಅಪಘಾತಗಳು ಸಂಭವಿಸುತ್ತಿವೆ. ಇನ್ನಾದರೂ ಸಂಬಂಧಪಟ್ಟವರು ಎಚ್ಚೆತ್ತುಕೊಳ್ಳಬೇಕಿದೆ. <box>425 1141 525 1201</box>
lead-col-2: ಮಹಾಸಭಾ ಕಾರ್ಯದರ್ಶಿ ಮಾತನಾಡಿ, ಶ್ರೀಗಳು ತೋರಿದ ದಾರಿಯಲ್ಲಿ ನಾವೆಲ್ಲರೂ ನಡೆಯಬೇಕು. ವಿದ್ಯಾರ್ಥಿಗಳಿಗೆ ಸಂಸ್ಕಾರ ನೀಡುವ ಕೆಲಸ ಪೋಷಕರಿಂದಲೇ ಆರಂಭವಾಗಬೇಕು. ಶ್ರೀಗಳ ಜೀವನ ಸಂದೇಶವನ್ನು ಪ್ರತಿ ಮನೆಗೆ ತಲುಪಿಸಬೇಕು ಎಂದರು. ಸಮಾರಂಭದಲ್ಲಿ ಶಾಸಕರು, ಜಿ.ಪಂ. ಸದಸ್ಯರು, ತಾ.ಪಂ. ಅಧ್ಯಕ್ಷರು, ಪುರಸಭೆ ಸದಸ್ಯರು, ಮುಖಂಡರು ಭಾಗವಹಿಸಿದ್ದರು. ಎಸ್.ಎಸ್.ಎಲ್.ಸಿ ಹಾಗೂ ಪಿಯುಸಿಯಲ್ಲಿ ಹೆಚ್ಚು ಅಂಕ ಪಡೆದ ವಿದ್ಯಾರ್ಥಿಗಳಿಗೆ ಪ್ರತಿಭಾ ಪುರಸ್ಕಾರ ನೀಡಲಾಯಿತು. ಬಸವೇಶ್ವರರ ವಚನಗಳ ಗಾಯನ ನಡೆಯಿತು. ಸಮುದಾಯ ಭವನ ನಿರ್ಮಾಣಕ್ಕೆ ಸರ್ಕಾರದಿಂದ ಅನುದಾನ ಒದಗಿಸುವ ಭರವಸೆ ನೀಡಲಾಯಿತು. <box>219 345 317 443</box>
column-rule <box>319 345 320 552</box>
cinema-shows: 4 ಪ್ರದರ್ಶನ <box>806 343 828 350</box>
cinema-row <box>638 269 833 277</box>
cinema-name <box>638 269 677 277</box>
drc-header <box>638 425 833 449</box>
cinema-shows: 2 ಪ್ರದರ್ಶನ <box>806 269 828 276</box>
issue-date: ಸೋಮವಾರ 10 ಜೂನ್ 2019 <box>706 104 832 117</box>
cinema-name: ಉಮಾ <box>640 359 653 366</box>
cinema-shows: 4 ಪ್ರದರ್ಶನ <box>806 236 828 243</box>
lead-col-1: ತಿ.ನರಸೀಪುರ, ಜೂ.9(ಎಸ್.ಕೆ.)- ಸಮಾಜದ ಒಳಿತಿಗಾಗಿ ದುಡಿದ ಮಹಾನೀಯರ ಜಯಂತಿಗಳನ್ನು ಆಚರಿಸುವ ಮೂಲಕ ಅವರ ಆದರ್ಶಗಳನ್ನು ಯುವ ಪೀಳಿಗೆಗೆ ತಿಳಿಸುವ ಕೆಲಸ ಆಗಬೇಕು ಎಂದು ಜಗದ್ಗುರು ಶ್ರೀ ಶಿವರಾತ್ರಿ ದೇಶಿಕೇಂದ್ರ ಮಹಾಸ್ವಾಮೀಜಿ ನುಡಿದರು. ಪಟ್ಟಣದ ವಿ.ಎಂ.ಎಂ ಆವರಣದಲ್ಲಿ ಭಾನುವಾರ ಬಸವೇಶ್ವರ, ಸಿದ್ದಗಂಗಾ, ಶಿವರಾತ್ರಿ ರಾಜೇಂದ್ರ ಶ್ರೀಗಳ ಜಯಂತ್ಯುತ್ಸವದಲ್ಲಿ ಅವರು ಮಾತನಾಡಿದರು. ಬಸವಣ್ಣನವರು ಸಮಾಜದಲ್ಲಿ ಸಮಾನತೆ ತರಲು ಶ್ರಮಿಸಿದರು. ಜಾತಿ ರಹಿತ ಸಮಾಜದ ಕನಸು ಕಂಡಿದ್ದ ಅವರ ವಚನಗಳು ಇಂದಿಗೂ ಪ್ರಸ್ತುತ. ಸಿದ್ದಗಂಗಾ ಶ್ರೀಗಳು ಅನ್ನ, ಅಕ್ಷರ ದಾಸೋಹದ ಮೂಲಕ ಲಕ್ಷಾಂತರ ಮಕ್ಕಳ ಬದುಕು ರೂಪಿಸಿದರು. ಸುತ್ತೂರು ಮಠದ ರಾಜೇಂದ್ರ ಶ್ರೀಗಳು ಶಿಕ್ಷಣ ಕ್ಷೇತ್ರಕ್ಕೆ ಅಪಾರ ಕೊಡುಗೆ ನೀಡಿದ್ದಾರೆ ಎಂದರು. ಮಹಾಸಭಾ ಅಧ್ಯಕ್ಷರು ಮಾತನಾಡಿ, ಸಮುದಾಯದ ಸಂಘಟನೆಗಾಗಿ ಎಲ್ಲರೂ ಒಗ್ಗೂಡಬೇಕು ಎಂದರು. ತಾಲ್ಲೂಕು ವೀರಶೈವ ಮಹಾಸಭಾ ಪದಾಧಿಕಾರಿಗಳು, ವಿವಿಧ ಮಠಾಧೀಶರು, ಮುಖಂಡರು ಹಾಗೂ ಸಾರ್ವಜನಿಕರು ಕಾರ್ಯಕ್ರಮದಲ್ಲಿ ಪಾಲ್ಗೊಂಡಿದ್ದರು. ಸಮಾರಂಭಕ್ಕೂ ಮುನ್ನ ಪಟ್ಟಣದ ಪ್ರಮುಖ ಬೀದಿಗಳಲ್ಲಿ ಶ್ರೀಗಳ ಭಾವಚಿತ್ರಗಳ ಮೆರವಣಿಗೆ ನಡೆಯಿತು. ವಿವಿಧ ಜಾನಪದ ಕಲಾ ತಂಡಗಳು ಮೆರವಣಿಗೆಗೆ ಮೆರುಗು ನೀಡಿದವು. ಮಹಿಳೆಯರು ಪೂರ್ಣಕುಂಭ ಹೊತ್ತು ಸಾಗಿದರು. ಕಾರ್ಯಕ್ರಮದಲ್ಲಿ ಸಾಧಕರನ್ನು ಸನ್ಮಾನಿಸಲಾಯಿತು. <box>116 345 214 534</box>
cinema-row <box>638 359 833 367</box>
cinema-shows: 4 ಪ್ರದರ್ಶನ <box>806 286 828 293</box>
language-key: ಭಾಷೆಗಳು: ಕ-ಕನ್ನಡ, ಹಿಂ-ಹಿಂದಿ, ಇಂ-ಇಂಗ್ಲಿಷ್, ತ-ತಮಿಳು, ತೆ-ತೆಲುಗು, ಮಾ-ಮಲಯಾಳಂ <box>638 405 833 413</box>
kabini-banner <box>116 828 630 846</box>
cinema-film: ಮಹಷಿಬೇಲಿ (ಕ) <box>727 302 759 309</box>
pvr-logo: PVR <box>641 611 665 626</box>
hall-headline: ಹಡಿಯಾಲ : ಬಸವ ಭವನ ಕಟ್ಟಡ ಕಾಮಗಾರಿಗೆ ಚಾಲನೆ <box>428 559 561 568</box>
column-rule <box>220 906 221 1241</box>
cinema-row <box>638 301 833 309</box>
cinema-listing-dates: 07.6.2019 ರಿಂದ 13.06.2019 ರವರೆಗೆ <box>679 193 792 201</box>
kabini-byline <box>118 906 218 914</box>
bank-col-3: ಬ್ಯಾಂಕ್ ವ್ಯವಹಾರ ನಡೆಸಲು ಗ್ರಾಮೀಣ ಜನರು ದೂರದ ಪಟ್ಟಣಕ್ಕೆ ಹೋಗಬೇಕಾಗಿತ್ತು. ಇದೀಗ ಗ್ರಾಮದಲ್ಲೇ ಸೇವೆ ಲಭ್ಯವಾಗಿದೆ. ಉಳಿತಾಯ ಖಾತೆ, ಸಾಲ ಸೌಲಭ್ಯ, ವಿಮಾ ಯೋಜನೆಗಳ ಬಗ್ಗೆ ಮಾಹಿತಿ ನೀಡಲಾಯಿತು. ಫೀಲ್ಡ್ ಆಫೀಸರ್ ಕೃಷ್ಣ, ಗ್ರಾ.ಪಂ. ಅಧ್ಯಕ್ಷರು, ಸದಸ್ಯರು, ಪಿಡಿಒ ಹಾಗೂ ಗ್ರಾಮಸ್ಥರು ಹಾಜರಿದ್ದರು. <box>322 577 424 621</box>
damaged-road-photo <box>426 907 631 1023</box>
cinema-film: -- <box>727 359 732 366</box>
cinema-phone: (2541481) <box>678 294 708 301</box>
page-label: ಪುಟ <box>115 106 126 115</box>
paper-name: ಮೈಸೂರು ಮಿತ್ರ <box>502 103 562 117</box>
cinema-name: ರಾಜ್‌ಕುಮಾರ್ <box>640 277 667 284</box>
procession-text: ಶ್ರೀ ಗುಂಜಾ ನರಸಿಂಹಸ್ವಾಮಿ ದೇವಾಲಯ ಮುಂಭಾಗದಿಂದ ಆರಂಭಗೊಂಡ ಜಗಜ್ಯೋತಿ ಬಸವೇಶ್ವರರು, ಜಗದ್ಗುರು ಶಿವರಾತ್ರಿ ರಾಜೇಂದ್ರ ಸ್ವಾಮೀಜಿ ಹಾಗೂ ಸಿದ್ದಗಂಗಾ ಮಠದ ಡಾ.ಶಿವಕುಮಾರ ಸ್ವಾಮೀಜಿ ಅವರ ಭಾವಚಿತ್ರಗಳ ಮೆರವಣಿಗೆಗೆ ಪಟ್ಟಣದ ಪ್ರಮುಖ ಬೀದಿಗಳಲ್ಲಿ ಸಂಚರಿಸಿತು. ವಿವಿಧ ಜಾನಪದ ಕಲಾ ತಂಡಗಳು, ನಂದಿಧ್ವಜ, ವೀರಗಾಸೆ, ಕುಣಿತ ಭಜನಾ ತಂಡಗಳ ಅಲಂಕೃತ ಸ್ತಬ್ದ ಚಿತ್ರಗಳು ಮೆರವಣಿಗೆಗೆ ಕಳೆ ತಂದವು. <box>435 336 623 365</box>
column-rule <box>214 690 215 826</box>
section-name: ಮೈಸೂರು ಗ್ರಾಮಾಂತರ <box>170 103 257 117</box>
